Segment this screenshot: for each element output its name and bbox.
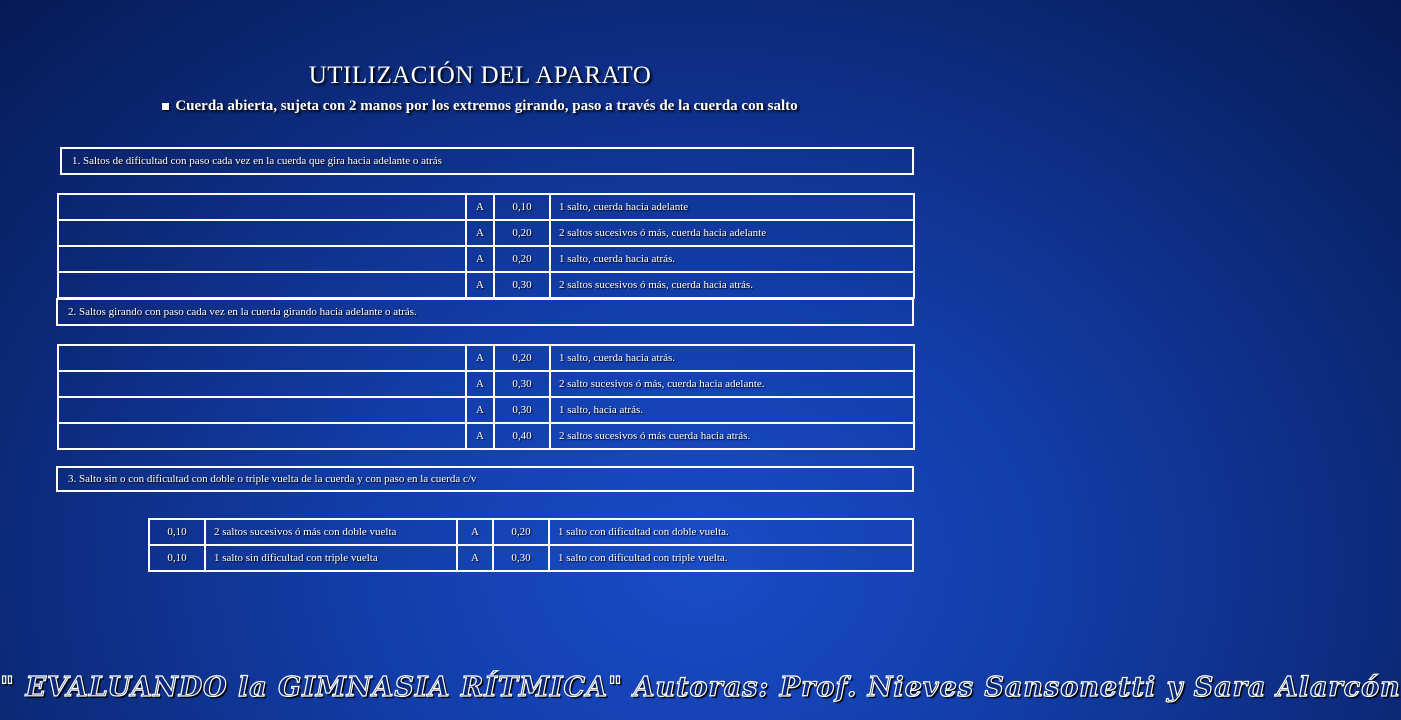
blank-cell (58, 397, 466, 423)
blank-cell (57, 545, 149, 571)
table-row (57, 545, 913, 571)
description-cell: 2 saltos sucesivos ó más, cuerda hacia adelante (550, 220, 914, 246)
value-cell: 0,30 (493, 545, 549, 571)
value-cell: 0,20 (493, 519, 549, 545)
category-cell: A (466, 272, 494, 298)
category-cell: A (466, 220, 494, 246)
value-cell: 0,20 (494, 220, 550, 246)
description-cell: 1 salto sin dificultad con triple vuelta (205, 545, 457, 571)
table-row (58, 272, 914, 298)
footer-credits: " EVALUANDO la GIMNASIA RÍTMICA" Autoras: Prof. Nieves Sansonetti y Sara Alarcón (0, 672, 1401, 703)
table-row (58, 220, 914, 246)
subtitle-text: Cuerda abierta, sujeta con 2 manos por los extremos girando, paso a través de la cuerda con salto (175, 98, 798, 114)
value-cell: 0,20 (494, 345, 550, 371)
category-cell: A (457, 545, 493, 571)
table-row (57, 519, 913, 545)
section2-heading-text: 2. Saltos girando con paso cada vez en la cuerda girando hacia adelante o atrás. (68, 306, 417, 318)
blank-cell (58, 423, 466, 449)
section2-heading (56, 298, 914, 326)
category-cell: A (457, 519, 493, 545)
blank-cell (57, 519, 149, 545)
value-cell: 0,30 (494, 371, 550, 397)
blank-cell (58, 272, 466, 298)
bullet-icon (162, 103, 169, 110)
table-row (58, 397, 914, 423)
section2-table (57, 344, 915, 450)
blank-cell (58, 246, 466, 272)
value-cell: 0,40 (494, 423, 550, 449)
value-cell: 0,10 (149, 545, 205, 571)
category-cell: A (466, 423, 494, 449)
category-cell: A (466, 345, 494, 371)
section1-table (57, 193, 915, 299)
section3-heading-text: 3. Salto sin o con dificultad con doble o triple vuelta de la cuerda y con paso en la cuerda c/v (68, 473, 477, 485)
value-cell: 0,30 (494, 272, 550, 298)
table-row (58, 246, 914, 272)
description-cell: 1 salto, cuerda hacia atrás. (550, 246, 914, 272)
description-cell: 1 salto, hacia atrás. (550, 397, 914, 423)
description-cell: 2 salto sucesivos ó más, cuerda hacia adelante. (550, 371, 914, 397)
value-cell: 0,30 (494, 397, 550, 423)
description-cell: 2 saltos sucesivos ó más cuerda hacia atrás. (550, 423, 914, 449)
blank-cell (58, 345, 466, 371)
category-cell: A (466, 246, 494, 272)
value-cell: 0,20 (494, 246, 550, 272)
slide-subtitle (0, 98, 960, 115)
slide-title: UTILIZACIÓN DEL APARATO (308, 62, 652, 89)
category-cell: A (466, 371, 494, 397)
table-row (58, 345, 914, 371)
blank-cell (58, 194, 466, 220)
blank-cell (58, 220, 466, 246)
description-cell: 1 salto con dificultad con doble vuelta. (549, 519, 913, 545)
value-cell: 0,10 (149, 519, 205, 545)
description-cell: 2 saltos sucesivos ó más, cuerda hacia atrás. (550, 272, 914, 298)
description-cell: 1 salto, cuerda hacia adelante (550, 194, 914, 220)
table-row (58, 194, 914, 220)
description-cell: 1 salto con dificultad con triple vuelta. (549, 545, 913, 571)
table-row (58, 371, 914, 397)
value-cell: 0,10 (494, 194, 550, 220)
category-cell: A (466, 397, 494, 423)
section1-heading (60, 147, 914, 175)
table-row (58, 423, 914, 449)
section1-heading-text: 1. Saltos de dificultad con paso cada vez en la cuerda que gira hacia adelante o atrás (72, 155, 442, 167)
blank-cell (58, 371, 466, 397)
category-cell: A (466, 194, 494, 220)
description-cell: 2 saltos sucesivos ó más con doble vuelta (205, 519, 457, 545)
description-cell: 1 salto, cuerda hacia atrás. (550, 345, 914, 371)
section3-table (57, 518, 914, 572)
section3-heading (56, 466, 914, 492)
